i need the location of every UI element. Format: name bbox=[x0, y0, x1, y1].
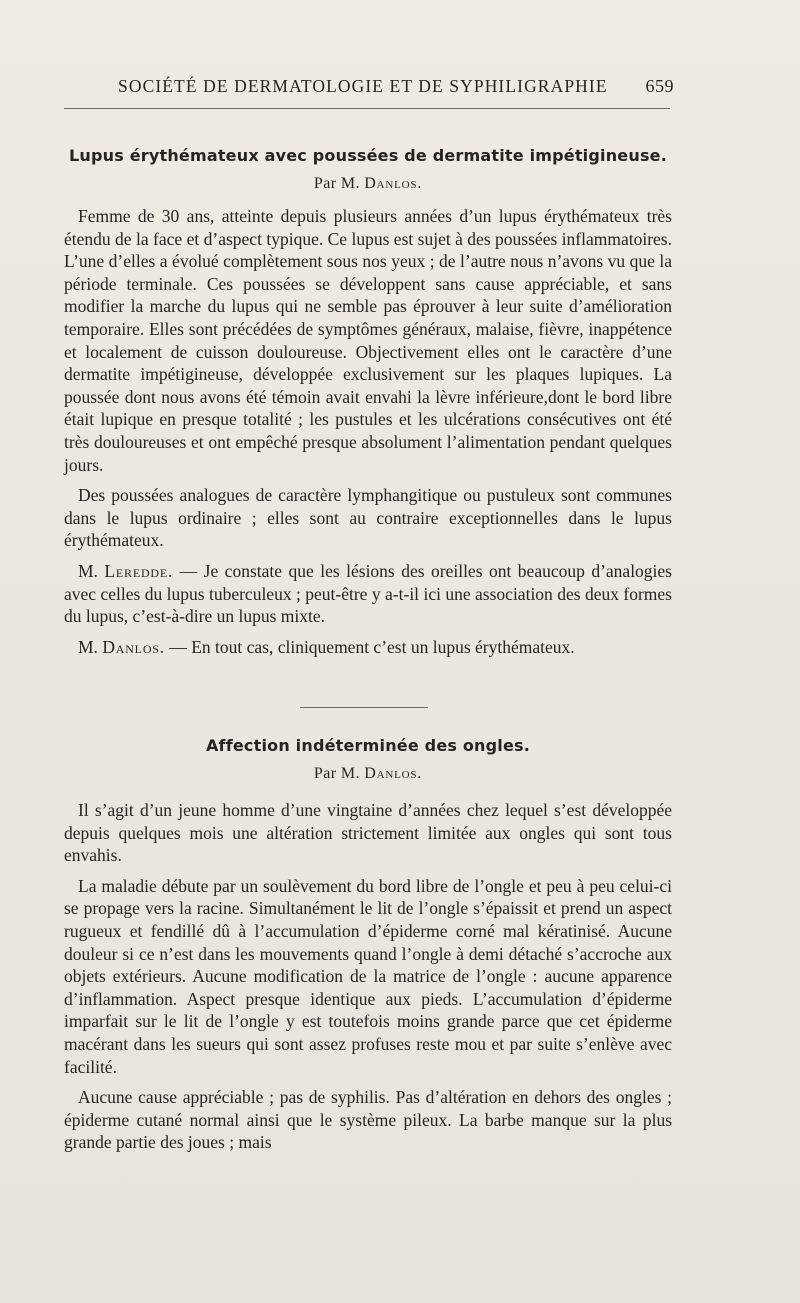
article-byline bbox=[64, 765, 672, 783]
header-rule bbox=[64, 108, 670, 109]
paragraph: Des poussées analogues de caractère lymphangitique ou pustuleux sont communes dans le lupus ordinaire ; elles sont au contraire exceptionnelles dans le lupus érythémateux. bbox=[64, 485, 672, 551]
byline-author: Danlos. bbox=[364, 175, 423, 192]
paragraph: Il s’agit d’un jeune homme d’une vingtaine d’années chez lequel s’est développée depuis quelques mois une altération strictement limitée aux ongles qui sont tous envahis. bbox=[64, 800, 672, 866]
byline-prefix: Par M. bbox=[313, 765, 360, 782]
article-title: Lupus érythémateux avec poussées de dermatite impétigineuse. bbox=[68, 146, 667, 165]
discussion-remark: M. Leredde. — Je constate que les lésions des oreilles ont beaucoup d’analogies avec celles du lupus tuberculeux ; peut-être y a-t-il ici une association des deux formes du lupus, c’est-à-dire un lupus mixte. bbox=[64, 560, 672, 627]
byline-author: Danlos. bbox=[364, 765, 423, 782]
running-head bbox=[118, 76, 674, 97]
article-byline bbox=[64, 175, 672, 193]
page-number: 659 bbox=[645, 76, 674, 96]
article-lupus bbox=[64, 146, 672, 658]
paragraph: La maladie débute par un soulèvement du bord libre de l’ongle et peu à peu celui-ci se propage vers la racine. Simultanément le lit de l’ongle s’épaissit et prend un aspect rugueux et fendillé dû à l’accumulation d’épiderme corné mal kératinisé. Aucune douleur si ce n’est dans les mouvements quand l’ongle à demi détaché s’accroche aux objets extérieurs. Aucune modification de la matrice de l’ongle : aucune apparence d’inflammation. Aspect presque identique aux pieds. L’accumulation d’épiderme imparfait sur le lit de l’ongle y est toutefois moins grande parce que cet épiderme macérant dans les sueurs qui sont assez profuses reste mou et par suite s’enlève avec facilité. bbox=[64, 875, 672, 1077]
paragraph: Aucune cause appréciable ; pas de syphilis. Pas d’altération en dehors des ongles ; épiderme cutané normal ainsi que le système pileux. La barbe manque sur la plus grande partie des joues ; mais bbox=[64, 1087, 672, 1153]
byline-prefix: Par M. bbox=[313, 175, 360, 192]
speaker-name: Leredde. bbox=[104, 560, 174, 581]
journal-title: SOCIÉTÉ DE DERMATOLOGIE ET DE SYPHILIGRAPHIE bbox=[118, 76, 608, 96]
paragraph: Femme de 30 ans, atteinte depuis plusieurs années d’un lupus érythémateux très étendu de la face et d’aspect typique. Ce lupus est sujet à des poussées inflammatoires. L’une d’elles a évolué complètement sous nos yeux ; de l’autre nous n’avons vu que la période terminale. Ces poussées se développent sans cause appréciable, et sans modifier la marche du lupus qui ne semble pas éprouver à leur suite d’amélioration temporaire. Elles sont précédées de symptômes généraux, malaise, fièvre, inappétence et localement de cuisson douloureuse. Objectivement elles ont le caractère d’une dermatite impétigineuse, développée exclusivement sur les plaques lupiques. La poussée dont nous avons été témoin avait envahi la lèvre inférieure,dont le bord libre était lupique en presque totalité ; les pustules et les ulcérations consécutives ont été très douloureuses et ont empêché presque absolument l’alimentation pendant quelques jours. bbox=[64, 206, 672, 475]
discussion-remark: M. Danlos. — En tout cas, cliniquement c’est un lupus érythémateux. bbox=[78, 636, 575, 657]
section-separator bbox=[300, 707, 428, 708]
speaker-name: Danlos. bbox=[102, 636, 165, 657]
article-ongles bbox=[64, 736, 672, 1154]
article-title: Affection indéterminée des ongles. bbox=[205, 736, 531, 755]
